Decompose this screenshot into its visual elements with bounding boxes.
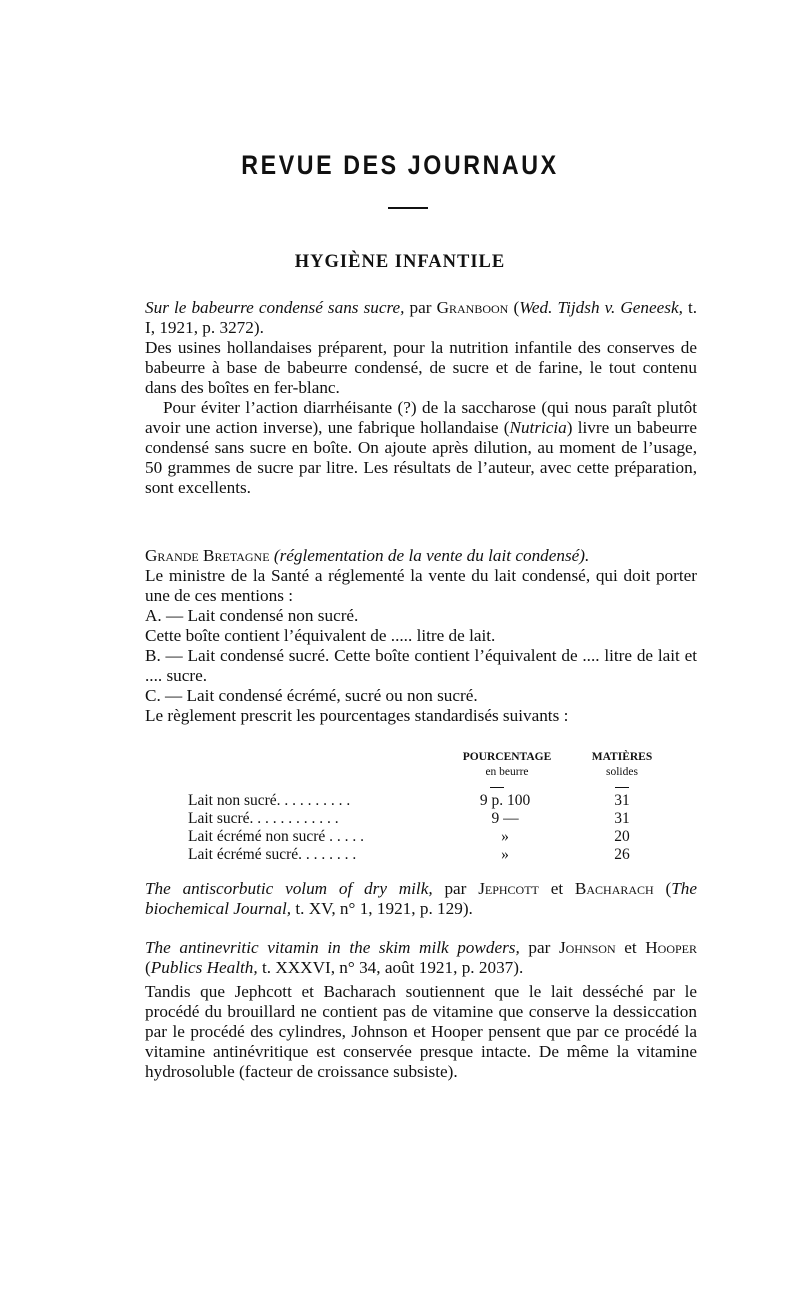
solids-value: 20 [614,828,630,845]
source-journal: The biochemical Journal, [145,879,698,918]
author-name: Hooper [645,938,698,957]
article-grande-bretagne [145,546,697,726]
article-citation [145,938,697,978]
author-name: Granboon [436,298,509,317]
column-header: POURCENTAGE [462,751,552,763]
author-name: Jephcott [478,879,539,898]
by-word: par [409,298,432,317]
solids-value: 31 [614,792,630,809]
row-label: Lait écrémé sucré. . . . . . . . [188,846,357,863]
article-citation [145,879,697,919]
mention-a-text: Cette boîte contient l’équivalent de ..... litre de lait. [145,626,496,645]
by-word: par [444,879,467,898]
header-dash [490,787,504,788]
standards-table [188,792,668,864]
paragraph-text: Pour éviter l’action diarrhéisante (?) de la saccharose (qui nous paraît plutôt avoir une action inverse), une fabrique hollandaise ( [145,398,697,437]
article-title: Sur le babeurre condensé sans sucre, [145,298,405,317]
regulation-intro: Le règlement prescrit les pourcentages standardisés suivants : [145,706,569,725]
mention-a: A. — Lait condensé non sucré. [145,606,359,625]
butter-value: » [501,828,509,845]
source-journal: Publics Health, [150,958,258,977]
butter-value: 9 p. 100 [479,792,531,809]
table-row [188,792,668,810]
article-paragraph: Tandis que Jephcott et Bacharach soutiennent que le lait desséché par le procédé du brouillard ne contient pas de vitamine que conserve la dessiccation par le procédé des cylindres, Johnson et Hooper pensent que par ce procédé la vitamine antinévritique est conservée presque intacte. De même la vitamine hydrosoluble (facteur de croissance subsiste). [145,982,697,1081]
paren-open: ( [513,298,520,317]
and-word: et [550,879,564,898]
column-subheader: solides [606,766,638,778]
article-antinevritic [145,938,697,1082]
table-header-solids [572,750,672,780]
solids-value: 31 [614,810,630,827]
table-row [188,846,668,864]
table-header-butter [452,750,562,780]
by-word: par [528,938,551,957]
article-babeurre [145,298,697,498]
brand-name: Nutricia [509,418,567,437]
row-label: Lait non sucré. . . . . . . . . . [188,792,351,809]
row-label: Lait écrémé non sucré . . . . . [188,828,365,845]
mention-c: C. — Lait condensé écrémé, sucré ou non sucré. [145,686,478,705]
section-heading: HYGIÈNE INFANTILE [294,252,506,272]
article-title: The antiscorbutic volum of dry milk, [145,879,433,898]
source-details: t. XV, n° 1, 1921, p. 129). [295,899,473,918]
article-citation [145,298,697,338]
header-dash [615,787,629,788]
article-paragraph: Le ministre de la Santé a réglementé la vente du lait condensé, qui doit porter une de ces mentions : [145,566,697,605]
article-title: (réglementation de la vente du lait condensé). [273,546,590,565]
column-header: MATIÈRES [591,751,653,763]
table-row [188,828,668,846]
article-antiscorbutic [145,879,697,919]
table-row [188,810,668,828]
mention-b: B. — Lait condensé sucré. Cette boîte contient l’équivalent de .... litre de lait et .... sucre. [145,646,697,685]
and-word: et [624,938,637,957]
butter-value: » [501,846,509,863]
author-name: Johnson [558,938,616,957]
article-citation [145,546,697,566]
paren-open: ( [665,879,672,898]
paren-open: ( [145,958,151,977]
author-name: Bacharach [574,879,654,898]
page-title: REVUE DES JOURNAUX [241,150,559,180]
country-heading: Grande Bretagne [145,546,270,565]
column-subheader: en beurre [485,766,529,778]
row-label: Lait sucré. . . . . . . . . . . . [188,810,339,827]
butter-value: 9 — [491,810,519,827]
paragraph-text: ) livre un babeurre condensé sans sucre en boîte. On ajoute après dilution, au moment de l’usage, 50 grammes de sucre par litre. Les résultats de l’auteur, avec cette préparation, sont excellents. [145,418,697,497]
article-paragraph [145,398,697,498]
source-details: t. I, 1921, p. 3272). [145,298,698,337]
title-rule [388,207,428,209]
source-journal: Wed. Tijdsh v. Geneesk, [519,298,683,317]
source-details: t. XXXVI, n° 34, août 1921, p. 2037). [261,958,524,977]
article-paragraph: Des usines hollandaises préparent, pour la nutrition infantile des conserves de babeurre à base de babeurre condensé, de sucre et de farine, le tout contenu dans des boîtes en fer-blanc. [145,338,697,397]
solids-value: 26 [614,846,630,863]
article-title: The antinevritic vitamin in the skim milk powders, [145,938,520,957]
